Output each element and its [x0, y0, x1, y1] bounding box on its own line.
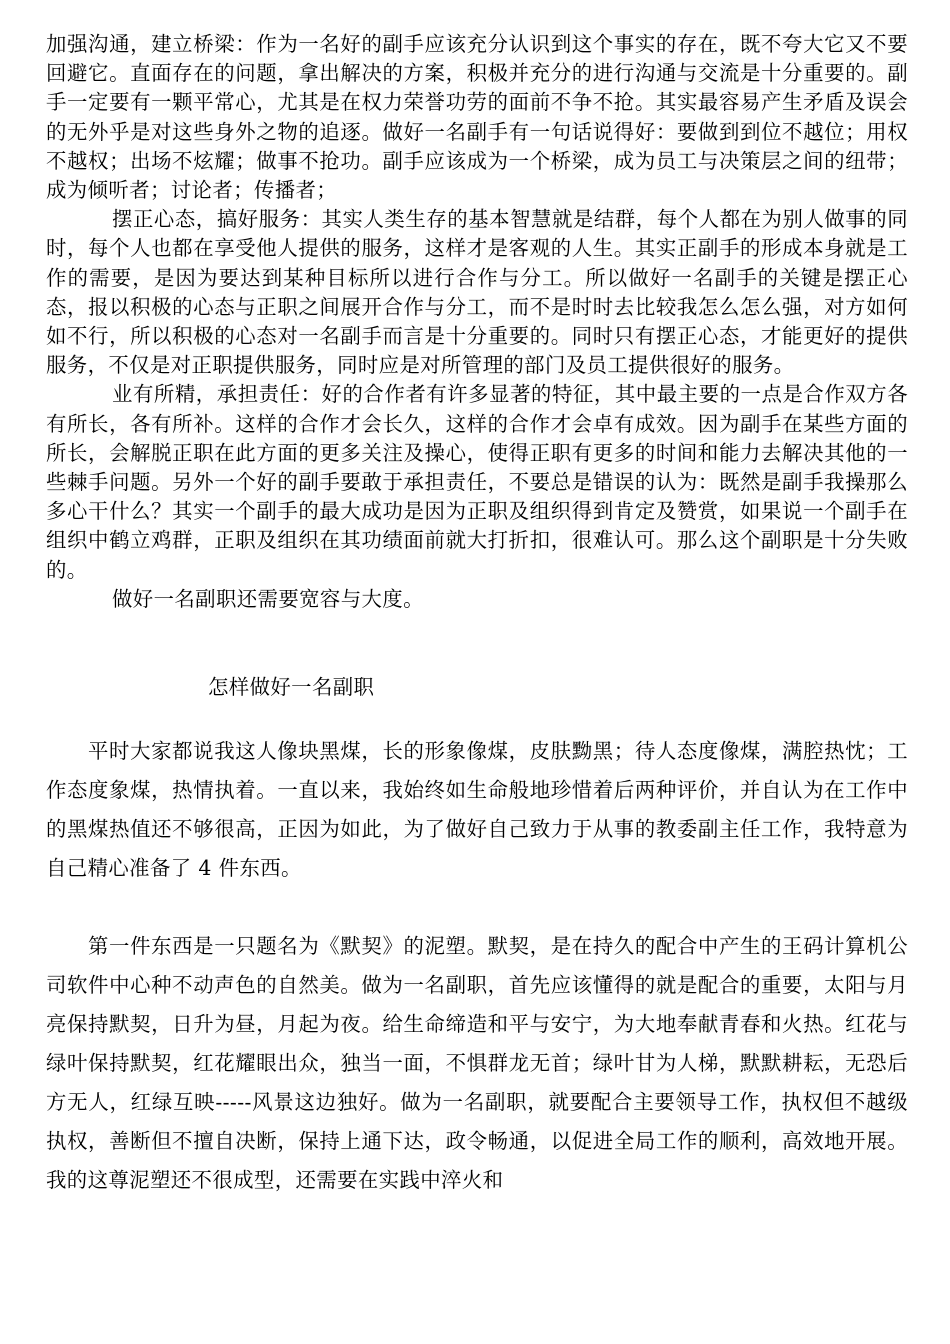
paragraph-intro: 平时大家都说我这人像块黑煤，长的形象像煤，皮肤黝黑；待人态度像煤，满腔热忱；工作态度象煤，热情执着。一直以来，我始终如生命般地珍惜着后两种评价，并自认为在工作中的黑煤热值还不够很高，正因为如此，为了做好自己致力于从事的教委副主任工作，我特意为自己精心准备了 4 件东西。 [46, 739, 908, 880]
paragraph-first-item: 第一件东西是一只题名为《默契》的泥塑。默契，是在持久的配合中产生的王码计算机公司软件中心种不动声色的自然美。做为一名副职，首先应该懂得的就是配合的重要，太阳与月亮保持默契，日升为昼，月起为夜。给生命缔造和平与安宁，为大地奉献青春和火热。红花与绿叶保持默契，红花耀眼出众，独当一面，不惧群龙无首；绿叶甘为人梯，默默耕耘，无恐后方无人，红绿互映-----风景这边独好。做为一名副职，就要配合主要领导工作，执权但不越级执权，善断但不擅自决断，保持上通下达，政令畅通，以促进全局工作的顺利，高效地开展。我的这尊泥塑还不很成型，还需要在实践中淬火和 [46, 934, 908, 1192]
section-two [46, 732, 908, 1200]
paragraph-tolerance: 做好一名副职还需要宽容与大度。 [112, 586, 424, 611]
paragraph-communication: 加强沟通，建立桥梁：作为一名好的副手应该充分认识到这个事实的存在，既不夸大它又不要回避它。直面存在的问题，拿出解决的方案，积极并充分的进行沟通与交流是十分重要的。副手一定要有一颗平常心，尤其是在权力荣誉功劳的面前不争不抢。其实最容易产生矛盾及误会的无外乎是对这些身外之物的追逐。做好一名副手有一句话说得好：要做到到位不越位；用权不越权；出场不炫耀；做事不抢功。副手应该成为一个桥梁，成为员工与决策层之间的纽带；成为倾听者；讨论者；传播者； [46, 32, 908, 203]
paragraph-responsibility: 业有所精，承担责任：好的合作者有许多显著的特征，其中最主要的一点是合作双方各有所长，各有所补。这样的合作才会长久，这样的合作才会卓有成效。因为副手在某些方面的所长，会解脱正职在此方面的更多关注及操心，使得正职有更多的时间和能力去解决其他的一些棘手问题。另外一个好的副手要敢于承担责任，不要总是错误的认为：既然是副手我操那么多心干什么？其实一个副手的最大成功是因为正职及组织得到肯定及赞赏，如果说一个副手在组织中鹤立鸡群，正职及组织在其功绩面前就大打折扣，很难认可。那么这个副职是十分失败的。 [46, 382, 908, 582]
paragraph-attitude: 摆正心态，搞好服务：其实人类生存的基本智慧就是结群，每个人都在为别人做事的同时，每个人也都在享受他人提供的服务，这样才是客观的人生。其实正副手的形成本身就是工作的需要，是因为要达到某种目标所以进行合作与分工。所以做好一名副手的关键是摆正心态，报以积极的心态与正职之间展开合作与分工，而不是时时去比较我怎么怎么强，对方如何如不行，所以积极的心态对一名副手而言是十分重要的。同时只有摆正心态，才能更好的提供服务，不仅是对正职提供服务，同时应是对所管理的部门及员工提供很好的服务。 [46, 207, 908, 378]
article-title: 怎样做好一名副职 [208, 675, 375, 699]
section-one [46, 30, 908, 614]
